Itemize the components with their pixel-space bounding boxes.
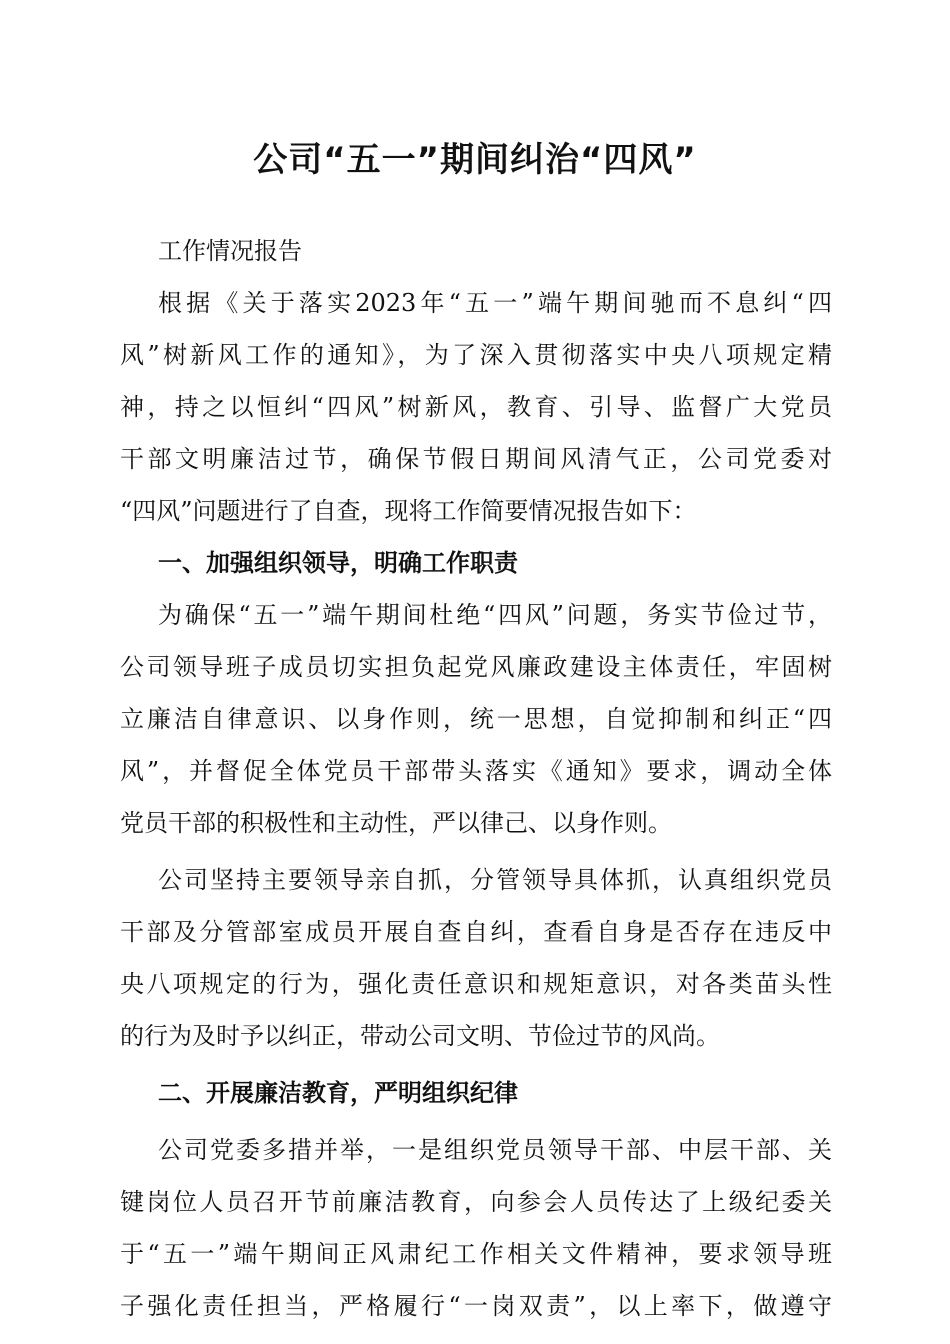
paragraph-line: 风”树新风工作的通知》，为了深入贯彻落实中央八项规定精 <box>120 341 832 369</box>
paragraph-line: 子强化责任担当，严格履行“一岗双责”，以上率下，做遵守 <box>120 1292 832 1320</box>
paragraph-line: 党员干部的积极性和主动性，严以律己、以身作则。 <box>120 809 672 837</box>
document-body <box>120 225 832 1332</box>
section-heading: 一、加强组织领导，明确工作职责 <box>158 549 518 577</box>
paragraph-line: 干部文明廉洁过节，确保节假日期间风清气正，公司党委对 <box>120 445 832 473</box>
paragraph-line: 为确保“五一”端午期间杜绝“四风”问题，务实节俭过节， <box>158 601 832 629</box>
paragraph-line: 央八项规定的行为，强化责任意识和规矩意识，对各类苗头性 <box>120 970 832 998</box>
section-heading: 二、开展廉洁教育，严明组织纪律 <box>158 1079 518 1107</box>
paragraph-line: 神，持之以恒纠“四风”树新风，教育、引导、监督广大党员 <box>120 393 832 421</box>
document-subtitle: 工作情况报告 <box>158 237 302 265</box>
paragraph-line: “四风”问题进行了自查，现将工作简要情况报告如下： <box>120 497 697 525</box>
paragraph-line: 干部及分管部室成员开展自查自纠，查看自身是否存在违反中 <box>120 918 832 946</box>
paragraph-line: 根据《关于落实2023年“五一”端午期间驰而不息纠“四 <box>158 289 832 317</box>
paragraph-line: 公司领导班子成员切实担负起党风廉政建设主体责任，牢固树 <box>120 653 832 681</box>
paragraph-line: 于“五一”端午期间正风肃纪工作相关文件精神，要求领导班 <box>120 1240 832 1268</box>
paragraph-line: 公司坚持主要领导亲自抓，分管领导具体抓，认真组织党员 <box>158 866 832 894</box>
paragraph-line: 公司党委多措并举，一是组织党员领导干部、中层干部、关 <box>158 1136 832 1164</box>
document-title: 公司“五一”期间纠治“四风” <box>253 140 697 180</box>
paragraph-line: 的行为及时予以纠正，带动公司文明、节俭过节的风尚。 <box>120 1022 720 1050</box>
paragraph-line: 风”，并督促全体党员干部带头落实《通知》要求，调动全体 <box>120 757 832 785</box>
paragraph-line: 立廉洁自律意识、以身作则，统一思想，自觉抑制和纠正“四 <box>120 705 832 733</box>
paragraph-line: 键岗位人员召开节前廉洁教育，向参会人员传达了上级纪委关 <box>120 1188 832 1216</box>
